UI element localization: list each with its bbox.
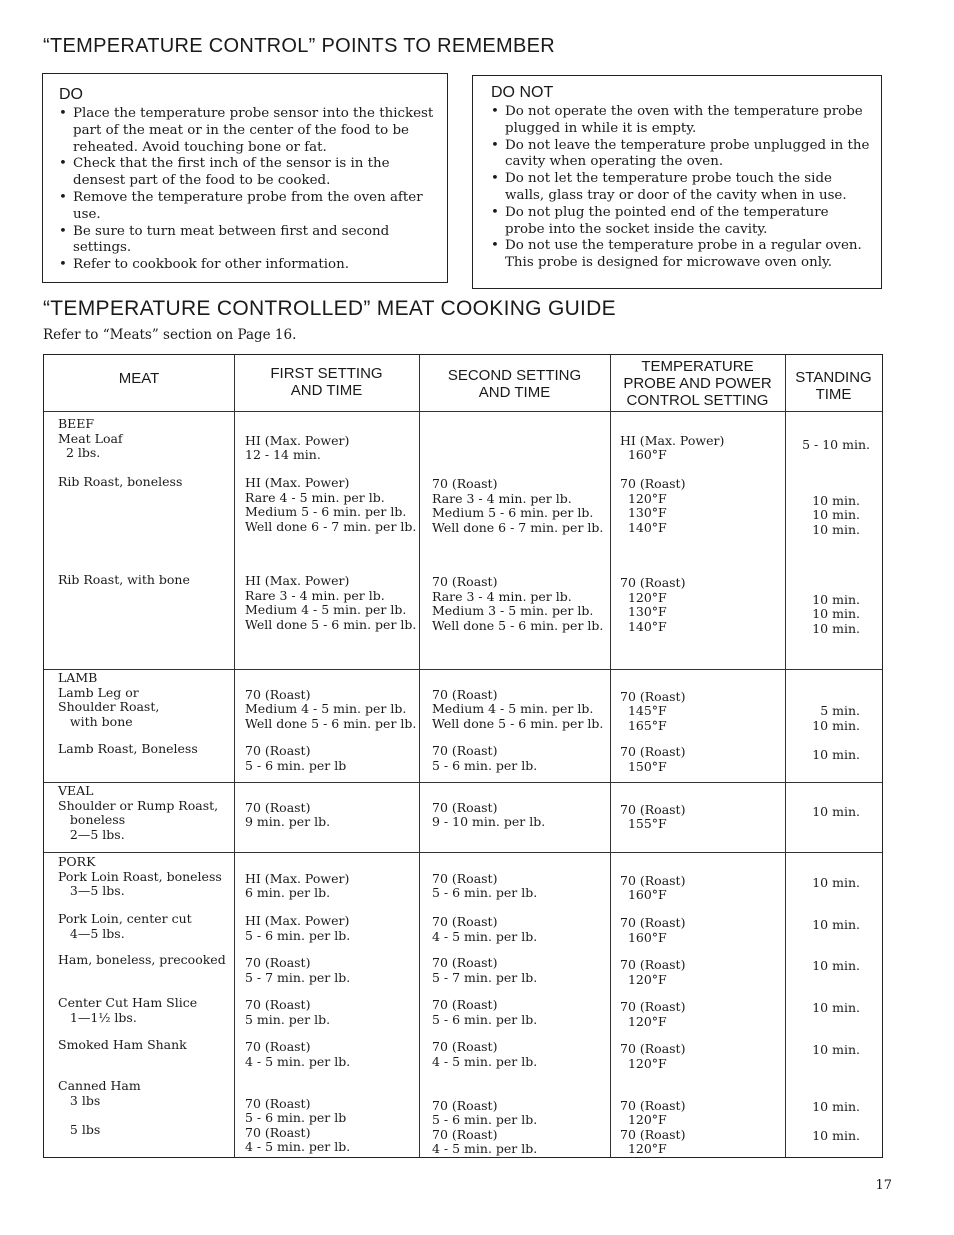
meat-cell: Lamb Roast, Boneless	[58, 741, 198, 756]
second-setting-cell: 70 (Roast) 5 - 7 min. per lb.	[432, 955, 538, 985]
standing-time-cell: 10 min. 10 min.	[812, 1098, 860, 1143]
probe-setting-cell: HI (Max. Power) 160°F	[620, 432, 725, 462]
standing-time-cell: 10 min.	[812, 874, 860, 890]
standing-time-cell: 10 min.	[812, 958, 860, 973]
do-item: • Remove the temperature probe from the oven after use.	[59, 190, 437, 224]
do-item: • Be sure to turn meat between first and second settings.	[59, 224, 437, 258]
probe-setting-cell: 70 (Roast) 160°F	[620, 872, 686, 902]
do-item: • Place the temperature probe sensor into the thickest part of the meat or in the center of the food to be reheated. Avoid touching bone or fat.	[59, 106, 437, 156]
probe-setting-cell: 70 (Roast) 120°F	[620, 999, 686, 1029]
meat-cell: BEEF Meat Loaf 2 lbs.	[58, 416, 123, 460]
guide-title: “TEMPERATURE CONTROLLED” MEAT COOKING GUIDE	[43, 297, 616, 320]
second-setting-cell: 70 (Roast) Rare 3 - 4 min. per lb. Medium 5 - 6 min. per lb. Well done 6 - 7 min. per lb.	[432, 476, 604, 535]
first-setting-cell: HI (Max. Power) 5 - 6 min. per lb.	[245, 913, 351, 943]
cooking-guide-table	[43, 354, 883, 1158]
col-divider	[785, 355, 786, 1157]
header-divider	[44, 411, 882, 412]
standing-time-cell: 10 min.	[812, 803, 860, 819]
meat-cell: Canned Ham 3 lbs 5 lbs	[58, 1078, 141, 1137]
col-divider	[419, 355, 420, 1157]
header-standing-time: STANDING TIME	[795, 369, 872, 403]
first-setting-cell: HI (Max. Power) 6 min. per lb.	[245, 870, 350, 900]
meat-cell: Rib Roast, boneless	[58, 474, 183, 489]
do-not-item: • Do not use the temperature probe in a regular oven. This probe is designed for microwave oven only.	[491, 238, 871, 272]
first-setting-cell: 70 (Roast) 5 - 6 min. per lb 70 (Roast) 4 - 5 min. per lb.	[245, 1095, 351, 1154]
section-divider	[44, 782, 882, 783]
meat-cell: Rib Roast, with bone	[58, 572, 190, 587]
do-not-item: • Do not operate the oven with the temperature probe plugged in while it is empty.	[491, 104, 871, 138]
meat-cell: PORK Pork Loin Roast, boneless 3—5 lbs.	[58, 854, 222, 898]
header-meat: MEAT	[118, 370, 160, 387]
standing-time-cell: 10 min.	[812, 917, 860, 932]
do-heading: DO	[59, 86, 83, 103]
first-setting-cell: 70 (Roast) 4 - 5 min. per lb.	[245, 1039, 351, 1069]
second-setting-cell: 70 (Roast) 5 - 6 min. per lb.	[432, 997, 538, 1027]
second-setting-cell: 70 (Roast) 5 - 6 min. per lb.	[432, 743, 538, 773]
standing-time-cell: 10 min.	[812, 1042, 860, 1057]
meat-cell: Smoked Ham Shank	[58, 1037, 187, 1052]
meat-cell: VEAL Shoulder or Rump Roast, boneless 2—5 lbs.	[58, 783, 219, 842]
probe-setting-cell: 70 (Roast) 160°F	[620, 915, 686, 945]
probe-setting-cell: 70 (Roast) 120°F	[620, 1041, 686, 1071]
probe-setting-cell: 70 (Roast) 120°F 130°F 140°F	[620, 575, 686, 634]
standing-time-cell: 10 min.	[812, 1000, 860, 1015]
first-setting-cell: HI (Max. Power) 12 - 14 min.	[245, 432, 350, 462]
first-setting-cell: 70 (Roast) 9 min. per lb.	[245, 799, 331, 829]
standing-time-cell: 10 min. 10 min. 10 min.	[812, 591, 860, 636]
meat-cell: LAMB Lamb Leg or Shoulder Roast, with bone	[58, 670, 160, 729]
do-not-item: • Do not let the temperature probe touch the side walls, glass tray or door of the cavity when in use.	[491, 171, 871, 205]
section-divider	[44, 852, 882, 853]
col-divider	[610, 355, 611, 1157]
do-not-box	[472, 75, 882, 289]
meat-cell: Center Cut Ham Slice 1—1½ lbs.	[58, 995, 198, 1025]
second-setting-cell: 70 (Roast) 5 - 6 min. per lb.	[432, 870, 538, 900]
do-list	[59, 106, 437, 274]
guide-subtitle: Refer to “Meats” section on Page 16.	[43, 327, 297, 343]
points-title: “TEMPERATURE CONTROL” POINTS TO REMEMBER	[43, 35, 556, 57]
standing-time-cell: 10 min.	[812, 747, 860, 762]
do-not-list	[491, 104, 871, 272]
second-setting-cell: 70 (Roast) 4 - 5 min. per lb.	[432, 1039, 538, 1069]
second-setting-cell: 70 (Roast) 9 - 10 min. per lb.	[432, 799, 546, 829]
first-setting-cell: 70 (Roast) 5 - 7 min. per lb.	[245, 955, 351, 985]
section-divider	[44, 669, 882, 670]
second-setting-cell: 70 (Roast) 5 - 6 min. per lb. 70 (Roast) 4 - 5 min. per lb.	[432, 1097, 538, 1156]
page-number: 17	[875, 1178, 892, 1193]
do-item: • Refer to cookbook for other information.	[59, 257, 437, 274]
standing-time-cell: 10 min. 10 min. 10 min.	[812, 492, 860, 537]
do-not-heading: DO NOT	[491, 84, 554, 101]
meat-cell: Ham, boneless, precooked	[58, 952, 226, 967]
do-not-item: • Do not leave the temperature probe unplugged in the cavity when operating the oven.	[491, 138, 871, 172]
probe-setting-cell: 70 (Roast) 120°F	[620, 957, 686, 987]
standing-time-cell: 5 - 10 min.	[802, 436, 870, 452]
first-setting-cell: 70 (Roast) 5 min. per lb.	[245, 997, 331, 1027]
first-setting-cell: 70 (Roast) Medium 4 - 5 min. per lb. Well done 5 - 6 min. per lb.	[245, 686, 417, 731]
probe-setting-cell: 70 (Roast) 155°F	[620, 801, 686, 831]
do-box	[42, 73, 448, 283]
second-setting-cell: 70 (Roast) Medium 4 - 5 min. per lb. Well done 5 - 6 min. per lb.	[432, 686, 604, 731]
probe-setting-cell: 70 (Roast) 120°F 130°F 140°F	[620, 476, 686, 535]
probe-setting-cell: 70 (Roast) 120°F 70 (Roast) 120°F	[620, 1097, 686, 1156]
first-setting-cell: HI (Max. Power) Rare 3 - 4 min. per lb. Medium 4 - 5 min. per lb. Well done 5 - 6 min. per lb.	[245, 573, 417, 632]
first-setting-cell: 70 (Roast) 5 - 6 min. per lb	[245, 743, 347, 773]
meat-cell: Pork Loin, center cut 4—5 lbs.	[58, 911, 192, 941]
col-divider	[234, 355, 235, 1157]
second-setting-cell: 70 (Roast) 4 - 5 min. per lb.	[432, 914, 538, 944]
first-setting-cell: HI (Max. Power) Rare 4 - 5 min. per lb. Medium 5 - 6 min. per lb. Well done 6 - 7 min. per lb.	[245, 475, 417, 534]
standing-time-cell: 5 min. 10 min.	[812, 703, 860, 733]
header-second-setting: SECOND SETTING AND TIME	[447, 367, 582, 401]
second-setting-cell: 70 (Roast) Rare 3 - 4 min. per lb. Medium 3 - 5 min. per lb. Well done 5 - 6 min. per lb.	[432, 574, 604, 633]
probe-setting-cell: 70 (Roast) 150°F	[620, 744, 686, 774]
do-not-item: • Do not plug the pointed end of the temperature probe into the socket inside the cavity.	[491, 205, 871, 239]
header-first-setting: FIRST SETTING AND TIME	[270, 365, 383, 399]
header-probe-setting: TEMPERATURE PROBE AND POWER CONTROL SETTING	[623, 358, 772, 409]
probe-setting-cell: 70 (Roast) 145°F 165°F	[620, 688, 686, 733]
do-item: • Check that the first inch of the sensor is in the densest part of the food to be cooked.	[59, 156, 437, 190]
